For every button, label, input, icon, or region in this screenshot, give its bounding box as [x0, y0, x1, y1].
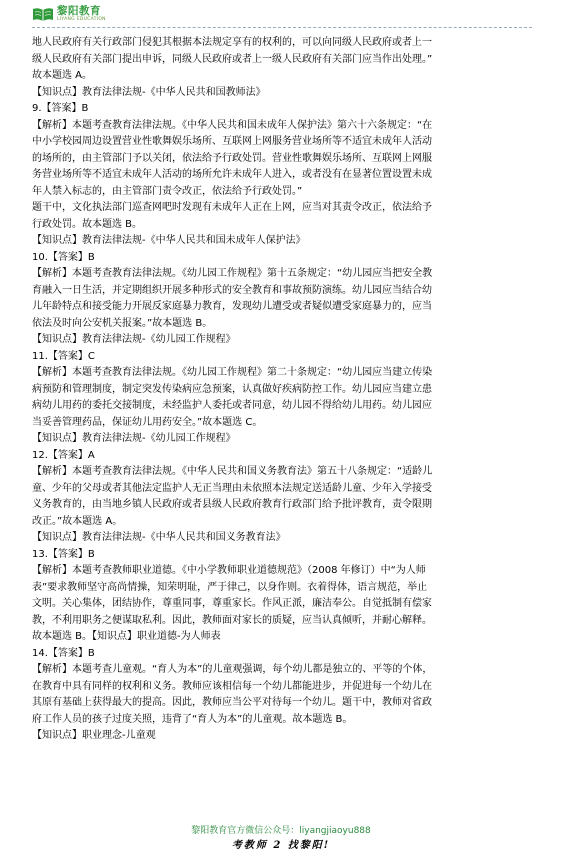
text-line: 【知识点】教育法律法规-《幼儿园工作规程》 [32, 433, 236, 444]
text-line: 童、少年的父母或者其他法定监护人无正当理由未依照本法规定送适龄儿童、少年入学接受 [32, 482, 432, 494]
text-line: 14.【答案】B [32, 647, 95, 659]
text-line: 【解析】本题考查教育法律法规。《幼儿园工作规程》第二十条规定：“幼儿园应当建立传染 [32, 367, 433, 378]
footer-slogan: 考教师 2 找黎阳! [231, 840, 331, 851]
text-line: 11.【答案】C [32, 350, 95, 362]
text-line: 故本题选 B。【知识点】职业道德-为人师表 [32, 631, 221, 642]
brand-logo [32, 6, 106, 22]
text-line: 级人民政府有关部门提出申诉，同级人民政府或者上一级人民政府有关部门应当作出处理。” [32, 53, 433, 65]
page-header [0, 0, 562, 26]
header-divider [32, 27, 532, 28]
logo-title: 黎阳教育 [57, 5, 101, 17]
text-line: 题干中，文化执法部门巡查网吧时发现有未成年人正在上网，应当对其责令改正，依法给予 [32, 202, 432, 213]
text-line: 【知识点】教育法律法规-《中华人民共和国义务教育法》 [32, 532, 286, 543]
text-line: 【解析】本题考查教师职业道德。《中小学教师职业道德规范》（2008 年修订）中“为人师 [32, 565, 426, 576]
book-logo-icon [32, 6, 54, 22]
text-line: 年人禁入标志的，由主管部门责令改正，依法给予行政处罚。” [32, 185, 303, 197]
text-line: 【知识点】教育法律法规-《中华人民共和国教师法》 [32, 86, 266, 98]
text-line: 10.【答案】B [32, 251, 95, 263]
text-line: 【解析】本题考查教育法律法规。《幼儿园工作规程》第十五条规定：“幼儿园应当把安全教 [32, 268, 433, 279]
logo-subtitle: LIYANG EDUCATION [57, 16, 106, 22]
text-line: 故本题选 A。 [32, 70, 93, 81]
text-line: 13.【答案】B [32, 548, 95, 560]
text-line: 务营业场所等不适宜未成年人活动的场所允许未成年人进入，或者没有在显著位置设置未成 [32, 169, 432, 180]
text-line: 当妥善管理药品，保证幼儿用药安全。”故本题选 C。 [32, 416, 263, 428]
text-line: 教，不利用职务之便谋取私利。因此，教师面对家长的质疑，应当认真倾听，并耐心解释。 [32, 614, 432, 626]
text-line: 行政处罚。故本题选 B。 [32, 218, 143, 230]
text-line: 儿年龄特点和接受能力开展反家庭暴力教育，发现幼儿遭受或者疑似遭受家庭暴力的，应当 [32, 301, 432, 312]
text-line: 中小学校园周边设置营业性歌舞娱乐场所、互联网上网服务营业场所等不适宜未成年人活动 [32, 136, 432, 147]
text-line: 【知识点】教育法律法规-《幼儿园工作规程》 [32, 334, 236, 345]
text-line: 府工作人员的孩子过度关照，违背了“育人为本”的儿童观。故本题选 B。 [32, 713, 353, 725]
text-line: 文明。关心集体，团结协作，尊重同事，尊重家长。作风正派，廉洁奉公。自觉抵制有偿家 [32, 598, 432, 609]
answer-explanation-body [32, 35, 532, 745]
text-line: 【知识点】教育法律法规-《中华人民共和国未成年人保护法》 [32, 235, 306, 246]
text-line: 【解析】本题考查教育法律法规。《中华人民共和国未成年人保护法》第六十六条规定：“在 [32, 119, 433, 131]
text-line: 【解析】本题考查儿童观。“育人为本”的儿童观强调，每个幼儿都是独立的、平等的个体， [32, 664, 433, 675]
text-line: 【解析】本题考查教育法律法规。《中华人民共和国义务教育法》第五十八条规定：“适龄儿 [32, 466, 433, 477]
text-line: 9.【答案】B [32, 103, 89, 114]
text-line: 义务教育的，由当地乡镇人民政府或者县级人民政府教育行政部门给予批评教育，责令限期 [32, 499, 432, 510]
text-line: 【知识点】职业理念-儿童观 [32, 730, 156, 741]
text-line: 其原有基础上获得最大的提高。因此，教师应当公平对待每一个幼儿。题干中，教师对省政 [32, 697, 432, 708]
text-line: 病预防和管理制度，制定突发传染病应急预案，认真做好疾病防控工作。幼儿园应当建立患 [32, 383, 432, 395]
text-line: 12.【答案】A [32, 449, 95, 461]
text-line: 地人民政府有关行政部门侵犯其根据本法规定享有的权利的，可以向同级人民政府或者上一 [32, 37, 432, 48]
text-line: 病幼儿用药的委托交接制度，未经监护人委托或者同意，幼儿园不得给幼儿用药。幼儿园应 [32, 400, 432, 411]
text-line: 的场所的，由主管部门予以关闭，依法给予行政处罚。营业性歌舞娱乐场所、互联网上网服 [32, 152, 432, 164]
text-line: 依法及时向公安机关报案。”故本题选 B。 [32, 317, 213, 329]
text-line: 育融入一日生活，并定期组织开展多种形式的安全教育和事故预防演练。幼儿园应当结合幼 [32, 284, 432, 296]
text-line: 在教育中具有同样的权利和义务。教师应该相信每一个幼儿都能进步，并促进每一个幼儿在 [32, 680, 432, 692]
wechat-account-note: 黎阳教育官方微信公众号：liyangjiaoyu888 [191, 826, 371, 836]
text-line: 改正。”故本题选 A。 [32, 515, 123, 527]
text-line: 表”要求教师坚守高尚情操，知荣明耻，严于律己，以身作则。衣着得体，语言规范，举止 [32, 581, 428, 593]
